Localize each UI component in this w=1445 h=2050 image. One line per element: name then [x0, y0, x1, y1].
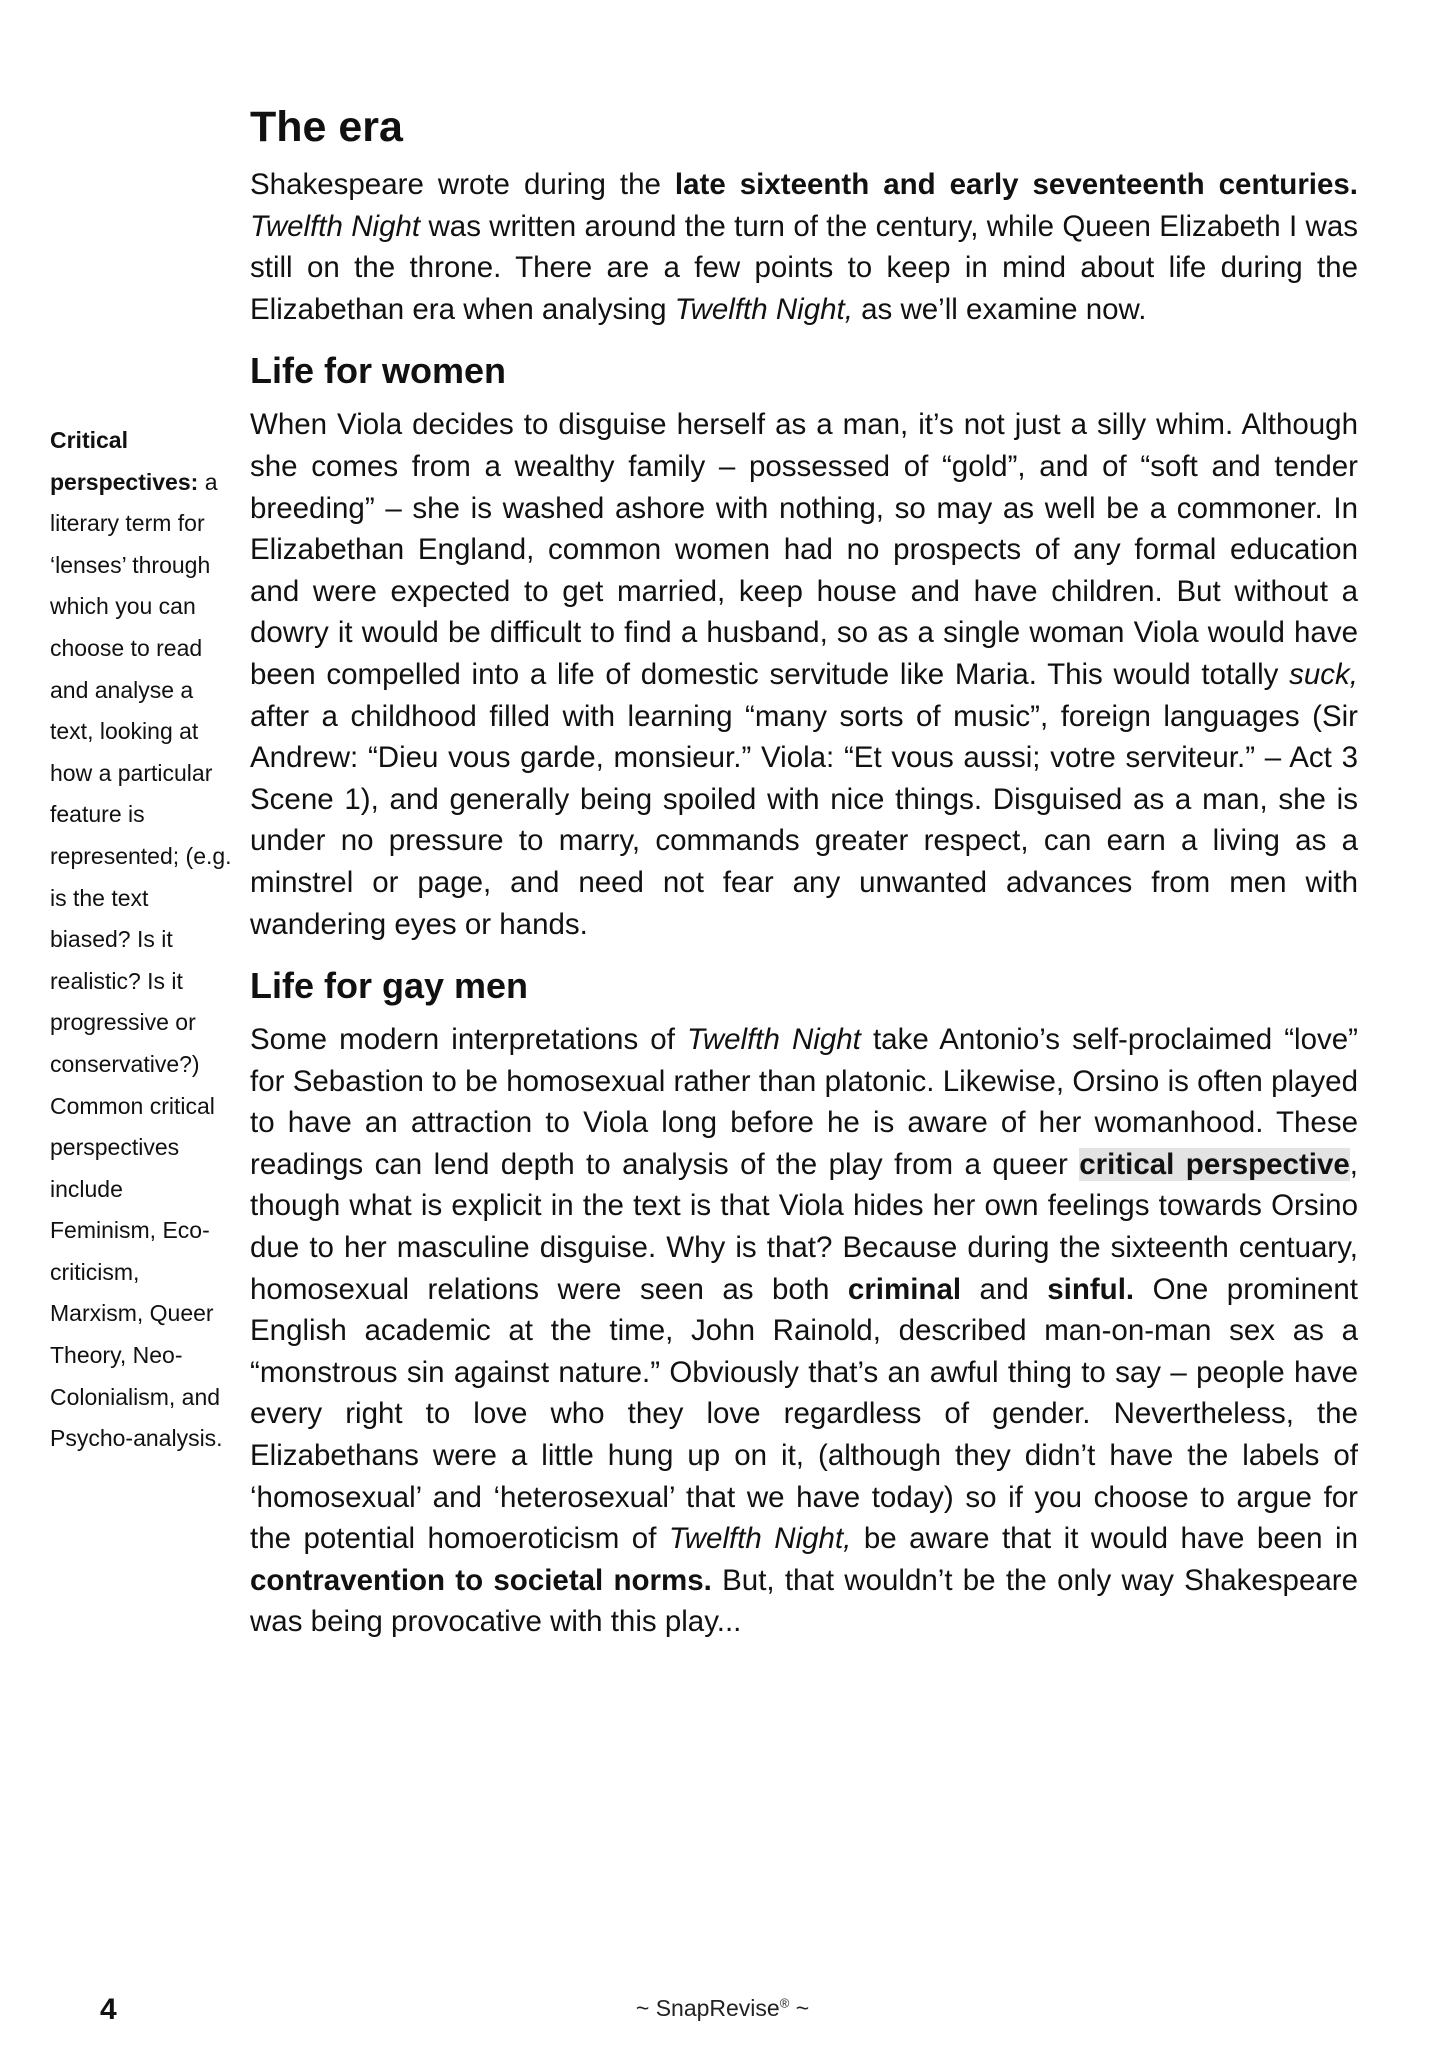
bold-run: contravention to societal norms.	[250, 1563, 712, 1597]
text-run: , though what is explicit in the text is that Viola hides her own feelings towards Orsino due to her masculine disguise. Why is that? Because during the sixteenth centuary, homosexual relations were seen as both	[250, 1147, 1358, 1306]
section-heading-gay-men: Life for gay men	[250, 965, 529, 1007]
main-content	[250, 100, 1358, 1643]
text-run: take Antonio’s self-proclaimed “love” for Sebastion to be homosexual rather than platonic. Likewise, Orsino is often played to have an attraction to Viola long before he is aware of her womanhood. These readings can lend depth to analysis of the play from a queer	[250, 1023, 1358, 1181]
women-paragraph	[250, 404, 1358, 945]
italic-title: Twelfth Night	[687, 1023, 861, 1057]
section-heading-era: The era	[250, 103, 403, 151]
brand-name: SnapRevise	[655, 1995, 780, 2021]
italic-run: suck,	[1289, 657, 1358, 691]
text-run: Shakespeare wrote during the	[250, 168, 675, 201]
bold-run: sinful.	[1047, 1272, 1135, 1306]
page-number: 4	[100, 1993, 117, 2026]
tilde-right: ~	[789, 1995, 810, 2021]
text-run: was written around the turn of the century, while Queen Elizabeth I was still on the throne. There are a few points to keep in mind about life during the Elizabethan era when analysing	[250, 209, 1358, 326]
text-run: after a childhood filled with learning “many sorts of music”, foreign languages (Sir Andrew: “Dieu vous garde, monsieur.” Viola: “Et vous aussi; votre serviteur.” – Act 3 Scene 1), and generally being spoiled with nice things. Disguised as a man, she is under no pressure to marry, commands greater respect, can earn a living as a minstrel or page, and need not fear any unwanted advances from men with wandering eyes or hands.	[250, 699, 1358, 941]
italic-title: Twelfth Night,	[674, 292, 853, 326]
text-run: as we’ll examine now.	[852, 292, 1147, 326]
footer-brand	[0, 1995, 1445, 2022]
era-paragraph	[250, 164, 1358, 330]
bold-run: late sixteenth and early seventeenth centuries.	[674, 168, 1359, 201]
gay-men-paragraph	[250, 1019, 1358, 1643]
text-run: and	[961, 1272, 1048, 1306]
italic-title: Twelfth Night,	[668, 1522, 852, 1556]
highlighted-term: critical perspective	[1079, 1147, 1350, 1181]
text-run: be aware that it would have been in	[851, 1522, 1358, 1556]
sidebar-definition	[50, 420, 232, 1460]
tilde-left: ~	[635, 1995, 656, 2021]
text-run: One prominent English academic at the time, John Rainold, described man-on-man sex as a “monstrous sin against nature.” Obviously that’s an awful thing to say – people have every right to love who they love regardless of gender. Nevertheless, the Elizabethans were a little hung up on it, (although they didn’t have the labels of ‘homosexual’ and ‘heterosexual’ that we have today) so if you choose to argue for the potential homoeroticism of	[250, 1272, 1358, 1556]
sidebar-term: Critical perspectives:	[50, 427, 199, 495]
bold-run: criminal	[847, 1272, 962, 1306]
text-run: But, that wouldn’t be the only way Shakespeare was being provocative with this play...	[250, 1563, 1358, 1639]
section-heading-women: Life for women	[250, 350, 507, 392]
registered-mark: ®	[779, 1995, 790, 2011]
italic-title: Twelfth Night	[250, 209, 421, 243]
text-run: When Viola decides to disguise herself as a man, it’s not just a silly whim. Although she comes from a wealthy family – possessed of “gold”, and of “soft and tender breeding” – she is washed ashore with nothing, so may as well be a commoner. In Elizabethan England, common women had no prospects of any formal education and were expected to get married, keep house and have children. But without a dowry it would be difficult to find a husband, so as a single woman Viola would have been compelled into a life of domestic servitude like Maria. This would totally	[250, 408, 1358, 691]
sidebar-definition-text: a literary term for ‘lenses’ through which you can choose to read and analyse a text, looking at how a particular feature is represented; (e.g. is the text biased? Is it realistic? Is it progressive or conservative?) Common critical perspectives include Feminism, Eco-criticism, Marxism, Queer Theory, Neo-Colonialism, and Psycho-analysis.	[50, 468, 232, 1452]
text-run: Some modern interpretations of	[250, 1023, 688, 1057]
